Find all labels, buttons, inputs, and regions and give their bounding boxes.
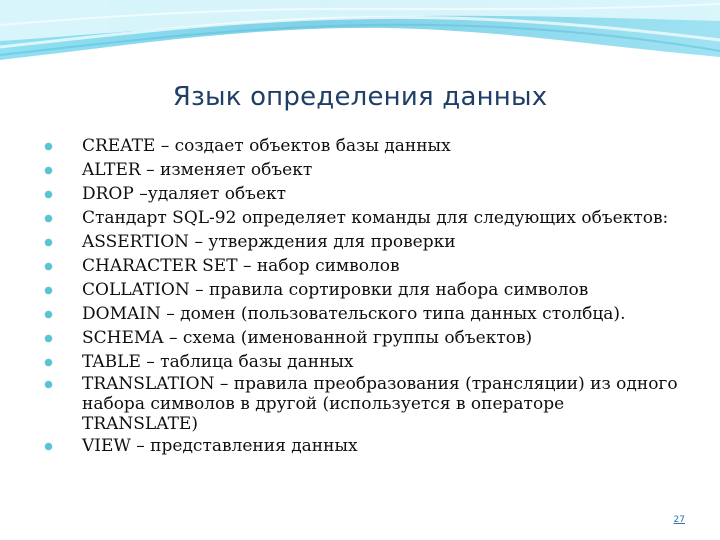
bullet-icon <box>45 381 52 388</box>
bullet-text: TABLE – таблица базы данных <box>82 352 354 372</box>
bullet-icon <box>45 143 52 150</box>
bullet-icon <box>45 335 52 342</box>
page-number: 27 <box>673 515 685 525</box>
bullet-icon <box>45 215 52 222</box>
list-item <box>40 278 680 302</box>
bullet-icon <box>45 443 52 450</box>
slide-title: Язык определения данных <box>172 82 548 112</box>
bullet-text: DOMAIN – домен (пользовательского типа данных столбца). <box>82 304 626 324</box>
list-item <box>40 206 680 230</box>
bullet-icon <box>45 167 52 174</box>
bullet-icon <box>45 287 52 294</box>
bullet-icon <box>45 263 52 270</box>
bullet-text: TRANSLATION – правила преобразования (трансляции) из одного набора символов в другой (используется в операторе TRANSLATE) <box>82 374 678 434</box>
list-item <box>40 434 680 458</box>
list-item <box>40 134 680 158</box>
bullet-text: ASSERTION – утверждения для проверки <box>82 232 456 252</box>
list-item <box>40 326 680 350</box>
bullet-text: CHARACTER SET – набор символов <box>82 256 400 276</box>
bullet-text: Стандарт SQL-92 определяет команды для следующих объектов: <box>82 208 669 228</box>
bullet-text: COLLATION – правила сортировки для набора символов <box>82 280 589 300</box>
list-item <box>40 302 680 326</box>
bullet-icon <box>45 311 52 318</box>
bullet-list <box>40 134 680 458</box>
bullet-text: ALTER – изменяет объект <box>82 160 313 180</box>
list-item <box>40 182 680 206</box>
list-item <box>40 230 680 254</box>
list-item <box>40 254 680 278</box>
list-item <box>40 158 680 182</box>
bullet-text: SCHEMA – схема (именованной группы объектов) <box>82 328 533 348</box>
bullet-text: DROP –удаляет объект <box>82 184 287 204</box>
list-item <box>40 374 680 434</box>
bullet-text: CREATE – создает объектов базы данных <box>82 136 451 156</box>
list-item <box>40 350 680 374</box>
bullet-icon <box>45 191 52 198</box>
bullet-icon <box>45 359 52 366</box>
bullet-text: VIEW – представления данных <box>82 436 358 456</box>
bullet-icon <box>45 239 52 246</box>
